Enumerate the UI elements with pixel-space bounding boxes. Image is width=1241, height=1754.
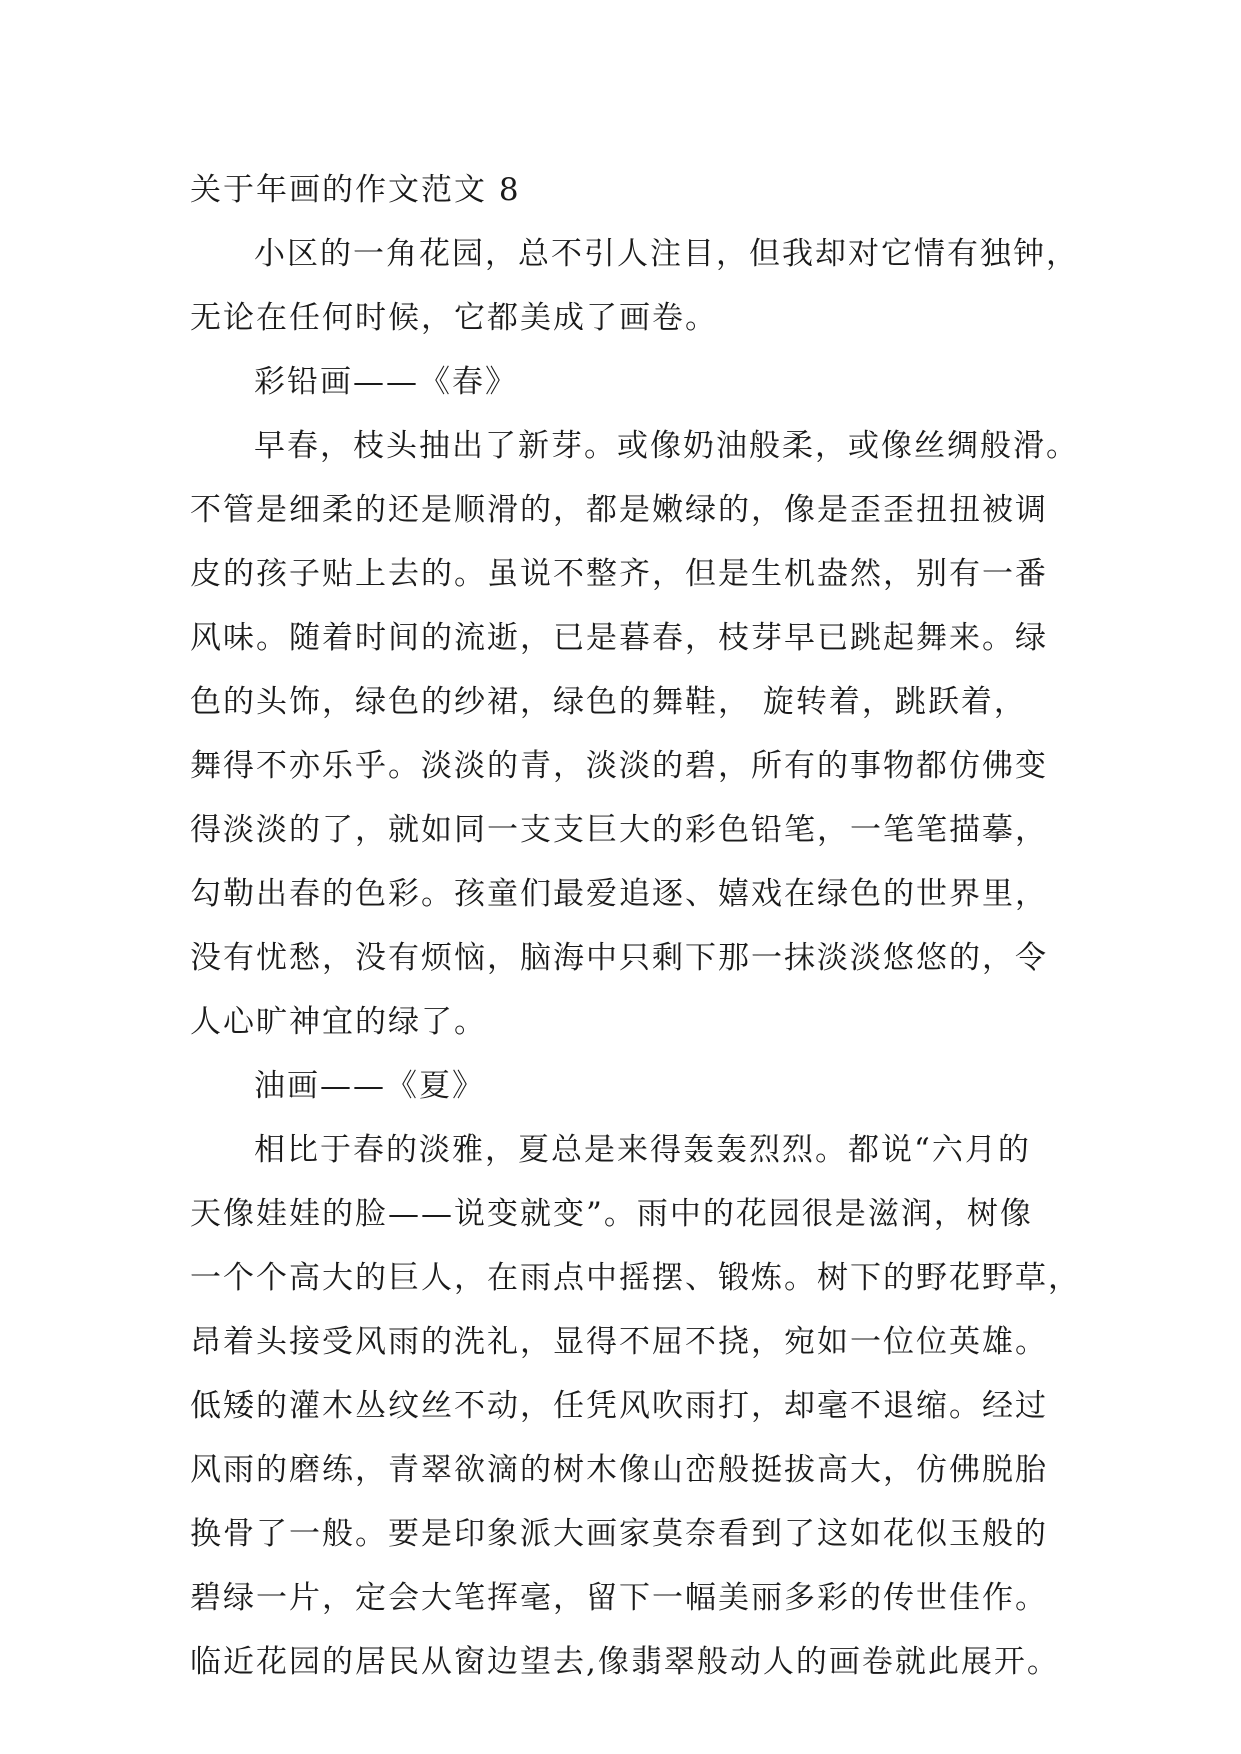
text-line: 换骨了一般。要是印象派大画家莫奈看到了这如花似玉般的 xyxy=(190,1516,1048,1552)
text-line: 不管是细柔的还是顺滑的，都是嫩绿的，像是歪歪扭扭被调 xyxy=(190,492,1048,528)
article-body xyxy=(190,158,1081,1694)
text-line: 无论在任何时候，它都美成了画卷。 xyxy=(190,300,718,336)
text-line: 得淡淡的了，就如同一支支巨大的彩色铅笔，一笔笔描摹， xyxy=(190,812,1048,848)
text-line: 小区的一角花园，总不引人注目，但我却对它情有独钟， xyxy=(254,236,1079,272)
text-line: 人心旷神宜的绿了。 xyxy=(190,1004,487,1040)
text-line: 一个个高大的巨人，在雨点中摇摆、锻炼。树下的野花野草， xyxy=(190,1260,1081,1296)
section-heading: 彩铅画——《春》 xyxy=(254,364,518,400)
text-line: 早春，枝头抽出了新芽。或像奶油般柔，或像丝绸般滑。 xyxy=(254,428,1079,464)
text-line: 低矮的灌木丛纹丝不动，任凭风吹雨打，却毫不退缩。经过 xyxy=(190,1388,1048,1424)
article-title: 关于年画的作文范文 8 xyxy=(190,172,521,208)
text-line: 碧绿一片，定会大笔挥毫，留下一幅美丽多彩的传世佳作。 xyxy=(190,1580,1048,1616)
text-line: 昂着头接受风雨的洗礼，显得不屈不挠，宛如一位位英雄。 xyxy=(190,1324,1048,1360)
text-line: 风雨的磨练，青翠欲滴的树木像山峦般挺拔高大，仿佛脱胎 xyxy=(190,1452,1048,1488)
text-line: 舞得不亦乐乎。淡淡的青，淡淡的碧，所有的事物都仿佛变 xyxy=(190,748,1048,784)
text-line: 临近花园的居民从窗边望去,像翡翠般动人的画卷就此展开。 xyxy=(190,1644,1060,1680)
text-line: 皮的孩子贴上去的。虽说不整齐，但是生机盎然，别有一番 xyxy=(190,556,1048,592)
text-line: 风味。随着时间的流逝，已是暮春，枝芽早已跳起舞来。绿 xyxy=(190,620,1048,656)
section-heading: 油画——《夏》 xyxy=(254,1068,485,1104)
text-line: 天像娃娃的脸——说变就变”。雨中的花园很是滋润，树像 xyxy=(190,1196,1033,1232)
text-line: 没有忧愁，没有烦恼，脑海中只剩下那一抹淡淡悠悠的，令 xyxy=(190,940,1048,976)
text-line: 勾勒出春的色彩。孩童们最爱追逐、嬉戏在绿色的世界里， xyxy=(190,876,1048,912)
text-line: 相比于春的淡雅，夏总是来得轰轰烈烈。都说“六月的 xyxy=(254,1132,1031,1168)
text-line: 色的头饰，绿色的纱裙，绿色的舞鞋， 旋转着，跳跃着， xyxy=(190,684,1027,720)
